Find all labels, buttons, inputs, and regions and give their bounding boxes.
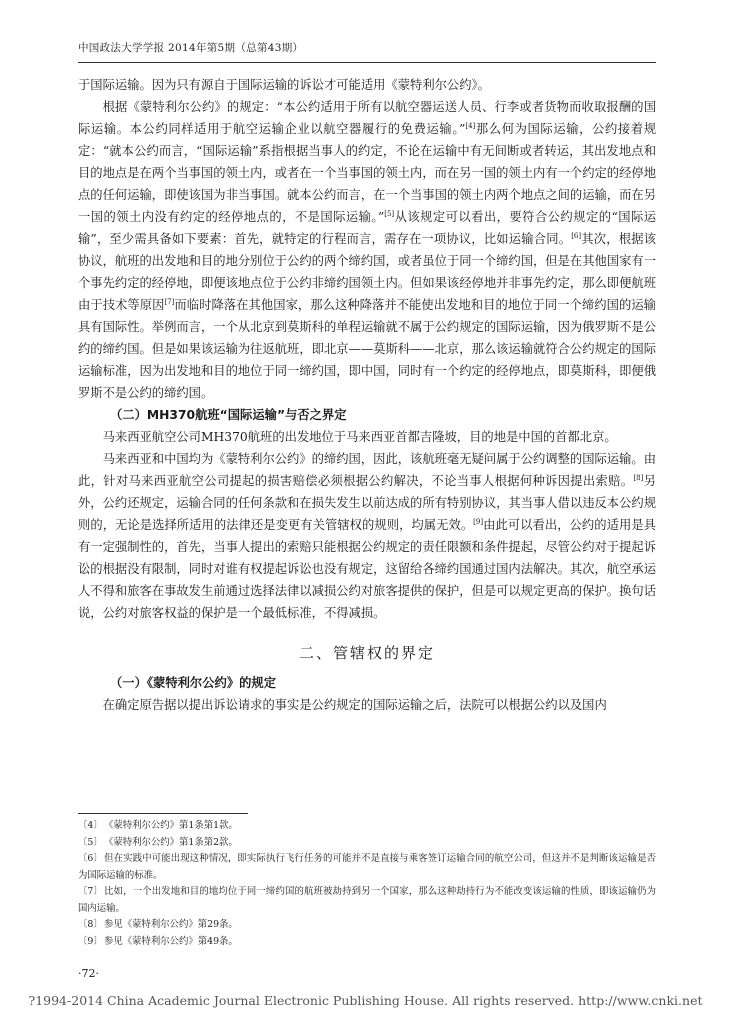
body-text	[78, 74, 656, 716]
footnote-ref-9: [9]	[473, 517, 484, 526]
footnote-label: 〔4〕	[78, 820, 103, 831]
footnote-text: 比如，一个出发地和目的地均位于同一缔约国的航班被劫持到另一个国家，那么这种劫持行为不能改变该运输的性质，即该运输仍为国内运输。	[78, 886, 656, 914]
paragraph-2-part-b: 那么何为国际运输，公约接着规定：“就本公约而言，“国际运输”系指根据当事人的约定，不论在运输中有无间断或者转运，其出发地点和目的地点是在两个当事国的领土内，或者在一个当事国的领土内，而在另一国的领土内有一个约定的经停地点的任何运输，即使该国为非当事国。就本公约而言，在一个当事国的领土内两个地点之间的运输，而在另一国的领土内没有约定的经停地点的，不是国际运输。”	[78, 122, 656, 224]
footnote-label: 〔6〕	[78, 853, 103, 864]
paragraph-2-part-e: 而临时降落在其他国家，那么这种降落并不能使出发地和目的地位于同一个缔约国的运输具有国际性。举例而言，一个从北京到莫斯科的单程运输就不属于公约规定的国际运输，因为俄罗斯不是公约的缔约国。但是如果该运输为往返航班，即北京——莫斯科——北京，那么该运输就符合公约规定的国际运输标准，因为出发地和目的地位于同一缔约国，即中国，同时有一个约定的经停地点，即莫斯科，即便俄罗斯不是公约的缔约国。	[78, 298, 656, 400]
section-title-jurisdiction: 二、管辖权的界定	[298, 644, 435, 662]
footnote-item	[78, 835, 656, 852]
paragraph-4-part-a: 马来西亚和中国均为《蒙特利尔公约》的缔约国，因此，该航班毫无疑问属于公约调整的国际运输。由此，针对马来西亚航空公司提起的损害赔偿必须根据公约解决，不论当事人根据何种诉因提出索赔。	[78, 452, 656, 488]
paragraph-2-part-a: 根据《蒙特利尔公约》的规定：“本公约适用于所有以航空器运送人员、行李或者货物而收取报酬的国际运输。本公约同样适用于航空运输企业以航空器履行的免费运输。”	[78, 100, 656, 136]
paragraph-1: 于国际运输。因为只有源自于国际运输的诉讼才可能适用《蒙特利尔公约》。	[78, 78, 490, 92]
footnote-text: 参见《蒙特利尔公约》第29条。	[104, 919, 238, 930]
paragraph-2-part-d: 其次，根据该协议，航班的出发地和目的地分别位于公约的两个缔约国，或者虽位于同一个缔约国，但是在其他国家有一个事先约定的经停地，即便该地点位于公约非缔约国领土内。但如果该经停地并非事先约定，那么即便航班由于技术等原因	[78, 232, 656, 312]
footnote-text: 《蒙特利尔公约》第1条第1款。	[104, 820, 238, 831]
footnote-ref-7: [7]	[164, 297, 175, 306]
running-head: 中国政法大学学报 2014年第5期（总第43期）	[78, 42, 304, 54]
paragraph-4-part-c: 由此可以看出，公约的适用是具有一定强制性的，首先，当事人提出的索赔只能根据公约规定的责任限额和条件提起，尽管公约对于提起诉讼的根据没有限制，同时对谁有权提起诉讼也没有规定，这留给各缔约国通过国内法解决。其次，航空承运人不得和旅客在事故发生前通过选择法律以减损公约对旅客提供的保护，但是可以规定更高的保护。换句话说，公约对旅客权益的保护是一个最低标准，不得减损。	[78, 518, 656, 620]
footnote-item	[78, 884, 656, 917]
footnote-item	[78, 917, 656, 934]
footnote-ref-6: [6]	[571, 231, 582, 240]
footnote-text: 但在实践中可能出现这种情况，即实际执行飞行任务的可能并不是直接与乘客签订运输合同的航空公司，但这并不是判断该运输是否为国际运输的标准。	[78, 853, 656, 881]
footnote-rule	[78, 813, 248, 814]
footnote-item	[78, 934, 656, 951]
footnote-ref-8: [8]	[633, 473, 644, 482]
subheading-montreal-provisions: （一）《蒙特利尔公约》的规定	[110, 676, 277, 690]
footnote-ref-5: [5]	[384, 209, 395, 218]
footnotes	[78, 818, 656, 950]
footnote-item	[78, 851, 656, 884]
paragraph-3: 马来西亚航空公司MH370航班的出发地位于马来西亚首都吉隆坡，目的地是中国的首都北京。	[102, 430, 617, 444]
footnote-label: 〔7〕	[78, 886, 103, 897]
footnote-ref-4: [4]	[465, 121, 476, 130]
paragraph-4-part-b: 另外，公约还规定，运输合同的任何条款和在损失发生以前达成的所有特别协议，其当事人借以违反本公约规则的，无论是选择所适用的法律还是变更有关管辖权的规则，均属无效。	[78, 474, 656, 532]
paragraph-2-part-c: 从该规定可以看出，要符合公约规定的“国际运输”，至少需具备如下要素：首先，就特定的行程而言，需存在一项协议，比如运输合同。	[78, 210, 656, 246]
page-number: ·72·	[78, 967, 99, 980]
paragraph-4	[78, 448, 656, 624]
paragraph-5: 在确定原告据以提出诉讼请求的事实是公约规定的国际运输之后，法院可以根据公约以及国内	[102, 698, 607, 712]
footnote-text: 《蒙特利尔公约》第1条第2款。	[104, 836, 238, 848]
footnote-label: 〔5〕	[78, 836, 103, 848]
header-rule	[78, 62, 656, 63]
paragraph-2	[78, 96, 656, 404]
copyright-watermark: ?1994-2014 China Academic Journal Electronic Publishing House. All rights reserved. http://www.cnki.net	[28, 993, 703, 1008]
subheading-mh370-international-carriage: （二）MH370航班“国际运输”与否之界定	[110, 408, 347, 422]
footnote-label: 〔9〕	[78, 935, 103, 947]
footnote-item	[78, 818, 656, 835]
footnote-text: 参见《蒙特利尔公约》第49条。	[104, 935, 238, 947]
footnote-label: 〔8〕	[78, 919, 103, 930]
